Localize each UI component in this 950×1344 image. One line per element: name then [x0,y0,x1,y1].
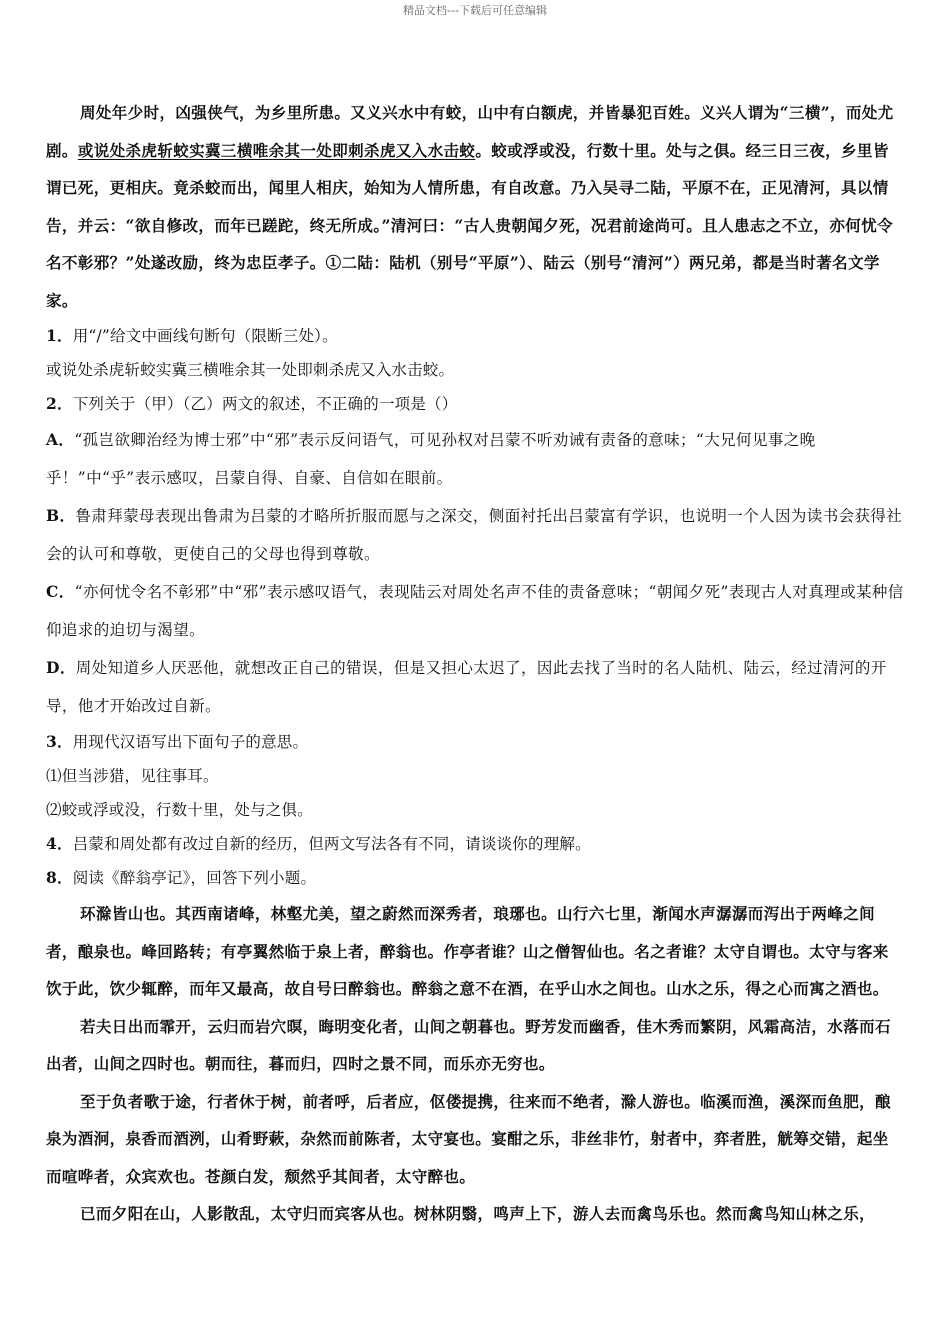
option-a [46,421,904,497]
question-3-item-2: ⑵蛟或浮或没，行数十里，处与之俱。 [46,801,313,819]
option-text: “孤岂欲卿治经为博士邪”中“邪”表示反问语气，可见孙权对吕蒙不听劝诫有责备的意味；“大兄何见事之晚乎！”中“乎”表示感叹，吕蒙自得、自豪、自信如在眼前。 [46,431,816,487]
passage-zhou-chu [46,94,904,319]
option-letter: D． [46,658,76,677]
question-text: 用现代汉语写出下面句子的意思。 [72,733,309,751]
question-number: 8． [46,868,73,887]
passage-zuiwengting-p4: 已而夕阳在山，人影散乱，太守归而宾客从也。树林阴翳，鸣声上下，游人去而禽鸟乐也。然而禽鸟知山林之乐， [80,1204,876,1223]
option-d [46,649,904,725]
passage-segment: 周处年少时，凶强侠气，为乡里所患。又义兴水中有蛟，山中有白额虎，并皆暴犯百姓。义兴人谓为“三横”，而处尤剧。 [46,103,894,160]
passage-zuiwengting-p3: 至于负者歌于途，行者休于树，前者呼，后者应，伛偻提携，往来而不绝者，滁人游也。临溪而渔，溪深而鱼肥，酿泉为酒泂，泉香而酒洌，山肴野蔌，杂然而前陈者，太守宴也。宴酣之乐，非丝非竹，射者中，弈者胜，觥筹交错，起坐而喧哗者，众宾欢也。苍颜白发，颓然乎其间者，太守醉也。 [46,1091,891,1186]
question-1-sentence: 或说处杀虎斩蛟实冀三横唯余其一处即刺杀虎又入水击蛟。 [46,361,455,379]
underlined-sentence: 或说处杀虎斩蛟实冀三横唯余其一处即刺杀虎又入水击蛟 [77,140,476,160]
passage-zuiwengting-p2: 若夫日出而霏开，云归而岩穴暝，晦明变化者，山间之朝暮也。野芳发而幽香，佳木秀而繁阴，风霜高洁，水落而石出者，山间之四时也。朝而往，暮而归，四时之景不同，而乐亦无穷也。 [46,1016,891,1073]
page-header: 精品文档---下载后可任意编辑 [403,4,547,17]
option-text: 鲁肃拜蒙母表现出鲁肃为吕蒙的才略所折服而愿与之深交，侧面衬托出吕蒙富有学识，也说明一个人因为读书会获得社会的认可和尊敬，更使自己的父母也得到尊敬。 [46,507,903,563]
document-body [46,94,904,1233]
question-1 [46,319,904,353]
option-c [46,573,904,649]
question-text: 吕蒙和周处都有改过自新的经历，但两文写法各有不同，请谈谈你的理解。 [72,835,591,853]
question-3 [46,725,904,759]
question-4 [46,827,904,861]
option-b [46,497,904,573]
question-number: 3． [46,732,73,751]
question-text: 用“/”给文中画线句断句（限断三处）。 [72,327,338,345]
question-number: 1． [46,326,73,345]
option-text: “亦何忧令名不彰邪”中“邪”表示感叹语气，表现陆云对周处名声不佳的责备意味；“朝闻夕死”表现古人对真理或某种信仰追求的迫切与渴望。 [46,583,904,639]
option-letter: C． [46,582,75,601]
passage-zuiwengting-p1: 环滁皆山也。其西南诸峰，林壑尤美，望之蔚然而深秀者，琅琊也。山行六七里，渐闻水声潺潺而泻出于两峰之间者，酿泉也。峰回路转；有亭翼然临于泉上者，醉翁也。作亭者谁？山之僧智仙也。名之者谁？太守自谓也。太守与客来饮于此，饮少辄醉，而年又最高，故自号曰醉翁也。醉翁之意不在酒，在乎山水之间也。山水之乐，得之心而寓之酒也。 [46,904,889,998]
option-text: 周处知道乡人厌恶他，就想改正自己的错误，但是又担心太迟了，因此去找了当时的名人陆机、陆云，经过清河的开导，他才开始改过自新。 [46,659,887,715]
question-8 [46,861,904,895]
passage-segment: 。蛟或浮或没，行数十里。处与之俱。经三日三夜，乡里皆谓已死，更相庆。竟杀蛟而出，闻里人相庆，始知为人情所患，有自改意。乃入吴寻二陆，平原不在，正见清河，具以情告，并云：“欲自修改，而年已蹉跎，终无所成。”清河曰：“古人贵朝闻夕死，况君前途尚可。且人患志之不立，亦何忧令名不彰邪？”处遂改励，终为忠臣孝子。①二陆：陆机（别号“平原”）、陆云（别号“清河”）两兄弟，都是当时著名文学家。 [46,140,894,310]
question-2 [46,387,904,421]
question-text: 下列关于（甲）（乙）两文的叙述，不正确的一项是（） [72,395,458,413]
question-3-item-1: ⑴但当涉猎，见往事耳。 [46,767,219,785]
question-number: 4． [46,834,73,853]
option-letter: A． [46,430,75,449]
question-number: 2． [46,394,73,413]
question-text: 阅读《醉翁亭记》，回答下列小题。 [72,869,317,887]
option-letter: B． [46,506,76,525]
